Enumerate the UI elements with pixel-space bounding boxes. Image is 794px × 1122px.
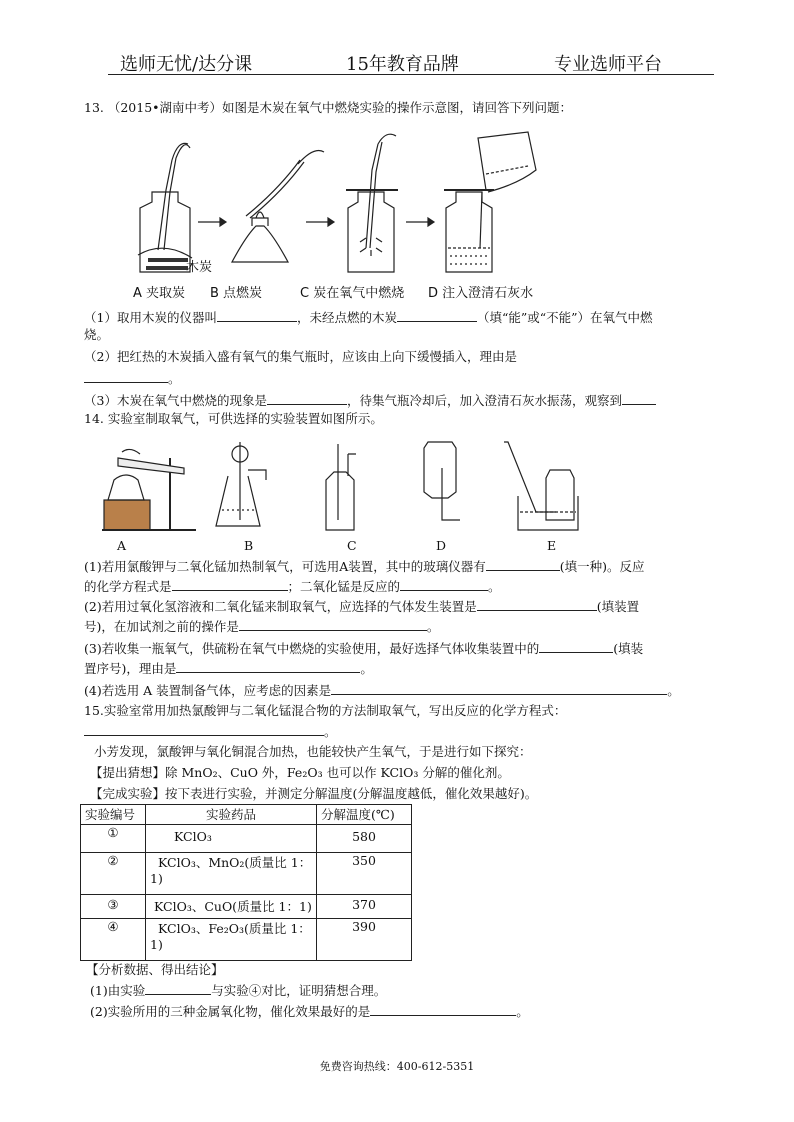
fig14-label-c: C xyxy=(347,538,357,553)
q13-blank-5[interactable] xyxy=(622,392,656,405)
table-row xyxy=(81,825,412,853)
q13-part2-end: 。 xyxy=(168,371,181,386)
q14-part2 xyxy=(84,598,639,615)
table-header-row xyxy=(81,805,412,825)
q14-l4-text-a: 号)，在加试剂之前的操作是 xyxy=(84,619,239,634)
table-row xyxy=(81,895,412,919)
fig14-label-b: B xyxy=(244,538,254,553)
q14-blank-5[interactable] xyxy=(239,618,427,631)
q15-stem-end: 。 xyxy=(324,724,337,739)
fig14-label-a: A xyxy=(117,538,127,553)
q14-l1-text-a: (1)若用氯酸钾与二氧化锰加热制氧气，可选用A装置，其中的玻璃仪器有 xyxy=(84,559,486,574)
page-header xyxy=(108,50,714,75)
q14-l2-text-a: 的化学方程式是 xyxy=(84,579,172,594)
q14-blank-7[interactable] xyxy=(176,660,360,673)
q13-part2: （2）把红热的木炭插入盛有氧气的集气瓶时，应该由上向下缓慢插入，理由是 xyxy=(84,349,517,364)
table-header: 实验编号 xyxy=(81,805,146,825)
fig13-caption-a: A 夹取炭 xyxy=(133,286,186,301)
q14-l5-text-a: (3)若收集一瓶氧气，供硫粉在氧气中燃烧的实验使用，最好选择气体收集装置中的 xyxy=(84,641,540,656)
q14-l6-text-a: 置序号)，理由是 xyxy=(84,661,177,676)
q15-stem-answer xyxy=(84,723,337,740)
q14-l3-text-a: (2)若用过氧化氢溶液和二氧化锰来制取氧气，应选择的气体发生装置是 xyxy=(84,599,477,614)
table-cell-drug-line1: KClO₃、MnO₂(质量比 1： xyxy=(158,855,312,870)
table-header: 分解温度(℃) xyxy=(317,805,412,825)
q13-blank-2[interactable] xyxy=(397,309,477,322)
q15-a1-text-b: 与实验④对比，证明猜想合理。 xyxy=(211,983,387,998)
table-cell-drug-line2: 1) xyxy=(150,937,163,952)
q14-part1-cont xyxy=(84,578,501,595)
q14-l4-text-b: 。 xyxy=(426,619,440,634)
q13-blank-1[interactable] xyxy=(217,309,297,322)
table-cell-id: ③ xyxy=(81,895,146,919)
table-row xyxy=(81,853,412,895)
q13-part3 xyxy=(84,392,656,409)
q14-l7-text-a: (4)若选用 A 装置制备气体，应考虑的因素是 xyxy=(84,683,332,698)
table-header: 实验药品 xyxy=(146,805,317,825)
q15-exp-text: 按下表进行实验，并测定分解温度(分解温度越低，催化效果越好)。 xyxy=(165,786,538,801)
table-cell-temp: 370 xyxy=(317,895,412,919)
q14-l1-text-b: (填一种)。反应 xyxy=(559,559,645,574)
q14-stem: 14. 实验室制取氧气，可供选择的实验装置如图所示。 xyxy=(84,411,383,426)
q15-experiment xyxy=(90,786,537,802)
header-left: 选师无忧/达分课 xyxy=(120,54,253,75)
experiment-table xyxy=(80,804,412,961)
table-cell-id: ① xyxy=(81,825,146,853)
q15-analysis-2 xyxy=(90,1003,529,1020)
q15-exp-title: 【完成实验】 xyxy=(90,786,166,801)
q15-stem: 15.实验室常用加热氯酸钾与二氧化锰混合物的方法制取氧气，写出反应的化学方程式： xyxy=(84,703,567,718)
q13-part3-text-b: ，待集气瓶冷却后，加入澄清石灰水振荡，观察到 xyxy=(346,393,622,408)
table-cell-id: ② xyxy=(81,853,146,895)
q13-part1-text-a: （1）取用木炭的仪器叫 xyxy=(84,310,217,325)
q14-l5-text-b: (填装 xyxy=(613,641,644,656)
q14-l2-text-b: ；二氧化锰是反应的 xyxy=(287,579,401,594)
q13-part2-answer xyxy=(84,370,181,387)
q13-blank-3[interactable] xyxy=(84,370,168,383)
q15-blank-1[interactable] xyxy=(84,723,324,736)
q15-hypothesis xyxy=(90,765,510,781)
table-cell-temp: 390 xyxy=(317,919,412,961)
table-cell-drug: KClO₃ xyxy=(146,825,317,853)
q15-a2-text-b: 。 xyxy=(516,1004,529,1019)
q14-part2-cont xyxy=(84,618,439,635)
q15-blank-2[interactable] xyxy=(145,982,211,995)
q14-blank-2[interactable] xyxy=(172,578,288,591)
q13-part1-cont: 烧。 xyxy=(84,327,110,342)
q14-blank-8[interactable] xyxy=(331,682,667,695)
q15-analysis-title: 【分析数据、得出结论】 xyxy=(86,962,224,977)
q14-part1 xyxy=(84,558,645,575)
table-cell-drug: KClO₃、CuO(质量比 1：1) xyxy=(146,895,317,919)
q14-l7-text-b: 。 xyxy=(667,683,680,698)
fig14-label-e: E xyxy=(547,538,557,553)
q14-blank-6[interactable] xyxy=(539,640,613,653)
fig13-label-charcoal: 木炭 xyxy=(186,260,213,275)
q13-blank-4[interactable] xyxy=(267,392,347,405)
table-row xyxy=(81,919,412,961)
fig13-caption-c: C 炭在氧气中燃烧 xyxy=(300,286,405,301)
q15-intro: 小芳发现，氯酸钾与氧化铜混合加热，也能较快产生氧气，于是进行如下探究： xyxy=(94,744,532,759)
q15-analysis-1 xyxy=(90,982,386,999)
header-right: 专业选师平台 xyxy=(554,54,662,75)
table-cell-temp: 580 xyxy=(317,825,412,853)
q14-l3-text-b: (填装置 xyxy=(596,599,640,614)
q14-part3 xyxy=(84,640,643,657)
q14-blank-4[interactable] xyxy=(477,598,597,611)
q14-blank-3[interactable] xyxy=(400,578,488,591)
q14-figure xyxy=(100,440,580,536)
q13-part1-text-b: ，未经点燃的木炭 xyxy=(296,310,397,325)
fig14-label-d: D xyxy=(436,538,447,553)
fig13-caption-d: D 注入澄清石灰水 xyxy=(428,286,534,301)
q15-a1-text-a: (1)由实验 xyxy=(90,983,146,998)
q15-a2-text-a: (2)实验所用的三种金属氧化物，催化效果最好的是 xyxy=(90,1004,371,1019)
fig13-caption-b: B 点燃炭 xyxy=(210,286,263,301)
q15-hyp-text: 除 MnO₂、CuO 外，Fe₂O₃ 也可以作 KClO₃ 分解的催化剂。 xyxy=(165,765,510,780)
table-cell-drug-line2: 1) xyxy=(150,871,163,886)
page-footer: 免费咨询热线：400-612-5351 xyxy=(319,1060,475,1073)
header-center: 15年教育品牌 xyxy=(346,54,459,75)
q13-stem: 13. （2015•湖南中考）如图是木炭在氧气中燃烧实验的操作示意图，请回答下列问题： xyxy=(84,100,573,115)
table-cell-drug xyxy=(146,853,317,895)
table-cell-drug xyxy=(146,919,317,961)
q14-l2-text-c: 。 xyxy=(488,579,501,594)
table-cell-temp: 350 xyxy=(317,853,412,895)
q14-blank-1[interactable] xyxy=(486,558,560,571)
q14-part3-cont xyxy=(84,660,373,677)
table-cell-drug-line1: KClO₃、Fe₂O₃(质量比 1： xyxy=(158,921,311,936)
q13-part1 xyxy=(84,309,653,326)
q14-part4 xyxy=(84,682,680,699)
table-cell-id: ④ xyxy=(81,919,146,961)
q13-part1-text-c: （填“能”或“不能”）在氧气中燃 xyxy=(476,310,653,325)
q13-part3-text-a: （3）木炭在氧气中燃烧的现象是 xyxy=(84,393,267,408)
q14-l6-text-b: 。 xyxy=(360,661,373,676)
q15-blank-3[interactable] xyxy=(370,1003,516,1016)
q15-hyp-title: 【提出猜想】 xyxy=(90,765,166,780)
